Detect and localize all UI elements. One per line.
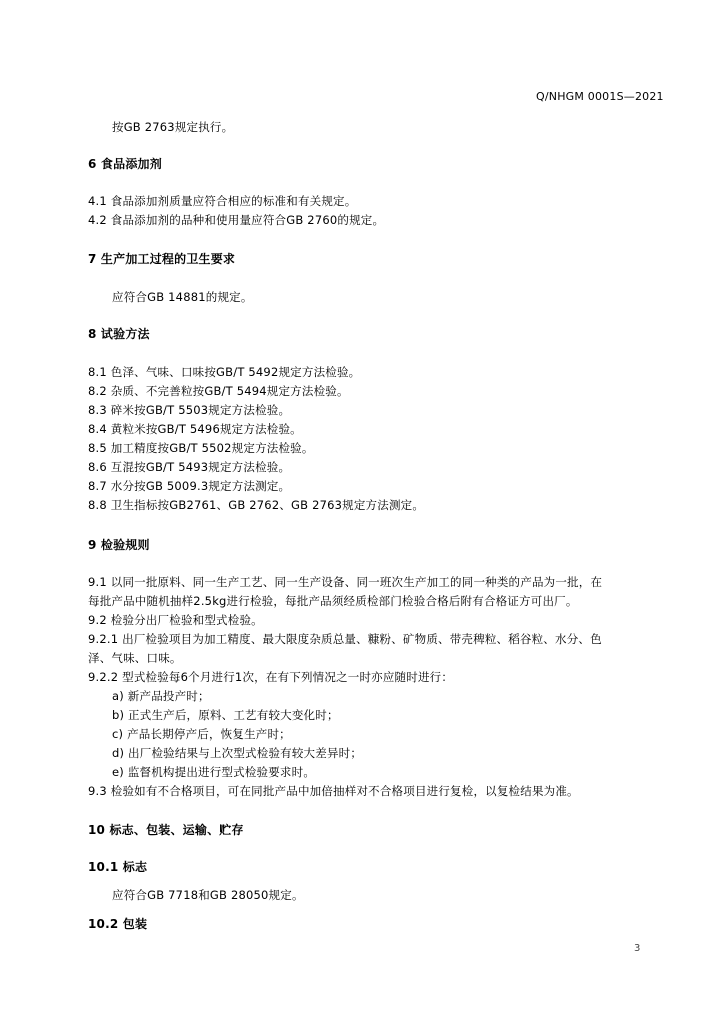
section-heading-6: 6 食品添加剂 (88, 157, 162, 171)
clause-8-6: 8.6 互混按GB/T 5493规定方法检验。 (88, 460, 291, 474)
clause-9-2: 9.2 检验分出厂检验和型式检验。 (88, 613, 263, 627)
clause-8-5: 8.5 加工精度按GB/T 5502规定方法检验。 (88, 441, 314, 455)
clause-8-8: 8.8 卫生指标按GB2761、GB 2762、GB 2763规定方法测定。 (88, 498, 425, 512)
clause-8-3: 8.3 碎米按GB/T 5503规定方法检验。 (88, 403, 291, 417)
list-item-e: e) 监督机构提出进行型式检验要求时。 (112, 765, 316, 779)
section-heading-10: 10 标志、包装、运输、贮存 (88, 823, 244, 837)
clause-9-2-1: 9.2.1 出厂检验项目为加工精度、最大限度杂质总量、糠粉、矿物质、带壳稗粒、稻谷粒、水分、色 (88, 632, 602, 646)
clause-9-3: 9.3 检验如有不合格项目，可在同批产品中加倍抽样对不合格项目进行复检，以复检结果为准。 (88, 784, 579, 798)
subsection-heading-10-1: 10.1 标志 (88, 860, 148, 874)
clause-4-1: 4.1 食品添加剂质量应符合相应的标准和有关规定。 (88, 194, 357, 208)
clause-9-1-continued: 每批产品中随机抽样2.5kg进行检验，每批产品须经质检部门检验合格后附有合格证方可出厂。 (88, 594, 578, 608)
standard-code-header: Q/NHGM 0001S—2021 (536, 90, 664, 103)
section-heading-8: 8 试验方法 (88, 327, 150, 341)
list-item-a: a) 新产品投产时； (112, 689, 210, 703)
subsection-heading-10-2: 10.2 包装 (88, 917, 148, 931)
section-heading-7: 7 生产加工过程的卫生要求 (88, 252, 236, 266)
page-number: 3 (634, 943, 641, 954)
list-item-b: b) 正式生产后，原料、工艺有较大变化时； (112, 708, 339, 722)
clause-9-2-1-continued: 泽、气味、口味。 (88, 651, 182, 665)
list-item-c: c) 产品长期停产后，恢复生产时； (112, 727, 291, 741)
paragraph-line: 应符合GB 14881的规定。 (112, 290, 253, 304)
clause-8-7: 8.7 水分按GB 5009.3规定方法测定。 (88, 479, 291, 493)
clause-9-2-2: 9.2.2 型式检验每6个月进行1次，在有下列情况之一时亦应随时进行： (88, 670, 454, 684)
list-item-d: d) 出厂检验结果与上次型式检验有较大差异时； (112, 746, 363, 760)
clause-8-2: 8.2 杂质、不完善粒按GB/T 5494规定方法检验。 (88, 384, 349, 398)
clause-8-4: 8.4 黄粒米按GB/T 5496规定方法检验。 (88, 422, 302, 436)
paragraph-line: 应符合GB 7718和GB 28050规定。 (112, 888, 304, 902)
paragraph-line: 按GB 2763规定执行。 (112, 120, 234, 134)
clause-9-1: 9.1 以同一批原料、同一生产工艺、同一生产设备、同一班次生产加工的同一种类的产品为一批，在 (88, 575, 603, 589)
section-heading-9: 9 检验规则 (88, 538, 150, 552)
clause-8-1: 8.1 色泽、气味、口味按GB/T 5492规定方法检验。 (88, 365, 361, 379)
clause-4-2: 4.2 食品添加剂的品种和使用量应符合GB 2760的规定。 (88, 213, 385, 227)
